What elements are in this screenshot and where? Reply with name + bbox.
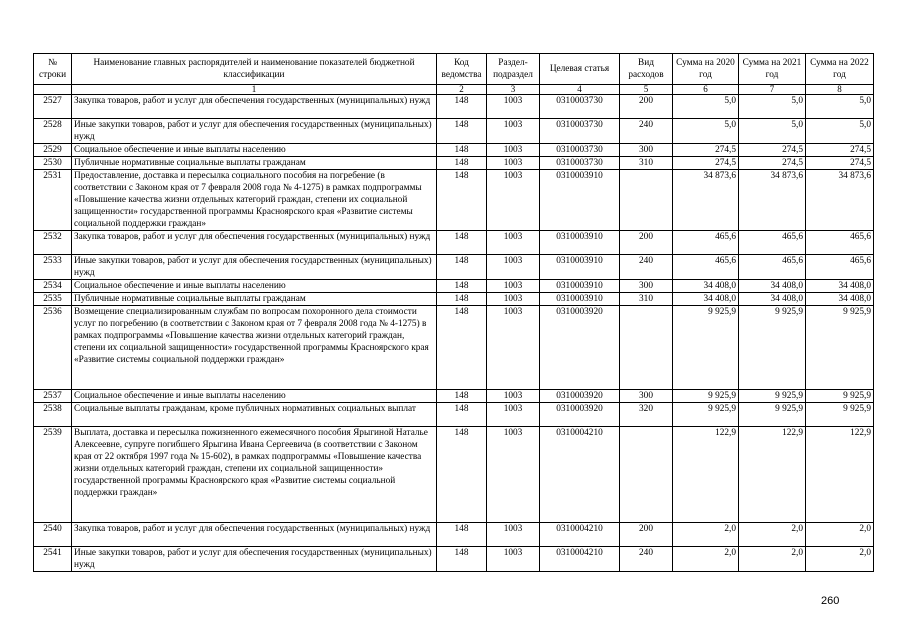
- table-row: [34, 427, 874, 523]
- row-sum-2021: 465,6: [739, 231, 806, 255]
- row-exp-type: 300: [620, 280, 673, 293]
- row-name: Иные закупки товаров, работ и услуг для обеспечения государственных (муниципальных) нужд: [72, 119, 437, 144]
- row-exp-type: [620, 427, 673, 523]
- row-sum-2021: 9 925,9: [739, 390, 806, 403]
- row-sum-2021: 5,0: [739, 119, 806, 144]
- row-name: Закупка товаров, работ и услуг для обеспечения государственных (муниципальных) нужд: [72, 95, 437, 119]
- table-row: [34, 403, 874, 427]
- index-cell: 3: [487, 85, 540, 95]
- row-sum-2020: 465,6: [673, 255, 739, 280]
- row-exp-type: 320: [620, 403, 673, 427]
- row-name: Социальное обеспечение и иные выплаты населению: [72, 144, 437, 157]
- row-sum-2020: 9 925,9: [673, 306, 739, 390]
- row-name: Закупка товаров, работ и услуг для обеспечения государственных (муниципальных) нужд: [72, 523, 437, 547]
- row-exp-type: [620, 170, 673, 231]
- row-dept: 148: [437, 280, 487, 293]
- row-target: 0310003920: [540, 306, 620, 390]
- index-cell: 5: [620, 85, 673, 95]
- row-sum-2022: 465,6: [806, 255, 874, 280]
- row-sum-2020: 274,5: [673, 157, 739, 170]
- row-dept: 148: [437, 255, 487, 280]
- row-sum-2022: 122,9: [806, 427, 874, 523]
- index-cell: 2: [437, 85, 487, 95]
- row-number: 2540: [34, 523, 72, 547]
- row-sum-2022: 9 925,9: [806, 403, 874, 427]
- row-sum-2021: 2,0: [739, 547, 806, 572]
- row-exp-type: 310: [620, 157, 673, 170]
- row-section: 1003: [487, 95, 540, 119]
- row-sum-2022: 5,0: [806, 95, 874, 119]
- table-row: [34, 170, 874, 231]
- row-target: 0310003920: [540, 390, 620, 403]
- row-target: 0310003910: [540, 293, 620, 306]
- row-target: 0310004210: [540, 547, 620, 572]
- header-row: [34, 54, 874, 85]
- column-index-row: [34, 85, 874, 95]
- budget-table: [33, 53, 874, 572]
- row-target: 0310003910: [540, 255, 620, 280]
- row-section: 1003: [487, 403, 540, 427]
- row-section: 1003: [487, 144, 540, 157]
- row-dept: 148: [437, 95, 487, 119]
- row-sum-2020: 2,0: [673, 523, 739, 547]
- table-row: [34, 255, 874, 280]
- row-sum-2021: 34 408,0: [739, 293, 806, 306]
- row-section: 1003: [487, 157, 540, 170]
- row-name: Социальное обеспечение и иные выплаты населению: [72, 390, 437, 403]
- row-sum-2020: 2,0: [673, 547, 739, 572]
- row-number: 2533: [34, 255, 72, 280]
- row-name: Иные закупки товаров, работ и услуг для обеспечения государственных (муниципальных) нужд: [72, 255, 437, 280]
- row-number: 2538: [34, 403, 72, 427]
- row-dept: 148: [437, 306, 487, 390]
- row-dept: 148: [437, 170, 487, 231]
- index-cell: 4: [540, 85, 620, 95]
- table-row: [34, 280, 874, 293]
- row-dept: 148: [437, 523, 487, 547]
- header-name: Наименование главных распорядителей и наименование показателей бюджетной классификации: [72, 54, 437, 85]
- row-sum-2021: 2,0: [739, 523, 806, 547]
- row-exp-type: 240: [620, 119, 673, 144]
- row-target: 0310003910: [540, 231, 620, 255]
- row-sum-2022: 34 408,0: [806, 293, 874, 306]
- row-sum-2022: 2,0: [806, 547, 874, 572]
- header-section: Раздел-подраздел: [487, 54, 540, 85]
- row-target: 0310003910: [540, 170, 620, 231]
- table-row: [34, 95, 874, 119]
- header-sum-2020: Сумма на 2020 год: [673, 54, 739, 85]
- header-dept: Код ведомства: [437, 54, 487, 85]
- row-name: Социальное обеспечение и иные выплаты населению: [72, 280, 437, 293]
- row-section: 1003: [487, 547, 540, 572]
- row-sum-2021: 274,5: [739, 157, 806, 170]
- row-sum-2022: 9 925,9: [806, 306, 874, 390]
- row-number: 2536: [34, 306, 72, 390]
- row-name: Публичные нормативные социальные выплаты гражданам: [72, 157, 437, 170]
- header-sum-2021: Сумма на 2021 год: [739, 54, 806, 85]
- page-number: 260: [821, 595, 840, 607]
- row-section: 1003: [487, 427, 540, 523]
- row-target: 0310003920: [540, 403, 620, 427]
- header-num: № строки: [34, 54, 72, 85]
- row-sum-2020: 9 925,9: [673, 390, 739, 403]
- row-number: 2530: [34, 157, 72, 170]
- row-section: 1003: [487, 523, 540, 547]
- row-exp-type: 300: [620, 390, 673, 403]
- index-cell: 1: [72, 85, 437, 95]
- row-dept: 148: [437, 427, 487, 523]
- row-dept: 148: [437, 231, 487, 255]
- row-exp-type: 200: [620, 231, 673, 255]
- row-sum-2022: 465,6: [806, 231, 874, 255]
- table-row: [34, 306, 874, 390]
- header-sum-2022: Сумма на 2022 год: [806, 54, 874, 85]
- table-row: [34, 547, 874, 572]
- index-cell: [34, 85, 72, 95]
- row-name: Социальные выплаты гражданам, кроме публичных нормативных социальных выплат: [72, 403, 437, 427]
- row-sum-2022: 9 925,9: [806, 390, 874, 403]
- table-row: [34, 293, 874, 306]
- row-target: 0310004210: [540, 523, 620, 547]
- row-number: 2537: [34, 390, 72, 403]
- row-sum-2020: 5,0: [673, 119, 739, 144]
- row-exp-type: 300: [620, 144, 673, 157]
- row-section: 1003: [487, 255, 540, 280]
- row-dept: 148: [437, 547, 487, 572]
- row-name: Предоставление, доставка и пересылка социального пособия на погребение (в соответствии с Законом края от 7 февраля 2008 года № 4-1275) в рамках подпрограммы «Повышение качества жизни отдельных категорий граждан, степени их социальной защищенности» государственной программы Красноярского края «Развитие системы социальной поддержки граждан»: [72, 170, 437, 231]
- row-name: Возмещение специализированным службам по вопросам похоронного дела стоимости услуг по погребению (в соответствии с Законом края от 7 февраля 2008 года № 4-1275) в рамках подпрограммы «Повышение качества жизни отдельных категорий граждан, степени их социальной защищенности» государственной программы Красноярского края «Развитие системы социальной поддержки граждан»: [72, 306, 437, 390]
- row-section: 1003: [487, 119, 540, 144]
- row-section: 1003: [487, 280, 540, 293]
- row-sum-2022: 274,5: [806, 157, 874, 170]
- row-number: 2534: [34, 280, 72, 293]
- row-number: 2527: [34, 95, 72, 119]
- row-dept: 148: [437, 293, 487, 306]
- row-exp-type: 200: [620, 95, 673, 119]
- row-sum-2020: 9 925,9: [673, 403, 739, 427]
- row-section: 1003: [487, 293, 540, 306]
- table-row: [34, 390, 874, 403]
- row-sum-2020: 5,0: [673, 95, 739, 119]
- row-sum-2020: 122,9: [673, 427, 739, 523]
- row-number: 2532: [34, 231, 72, 255]
- row-sum-2021: 274,5: [739, 144, 806, 157]
- row-name: Закупка товаров, работ и услуг для обеспечения государственных (муниципальных) нужд: [72, 231, 437, 255]
- row-sum-2021: 9 925,9: [739, 306, 806, 390]
- table-row: [34, 157, 874, 170]
- row-exp-type: 200: [620, 523, 673, 547]
- row-dept: 148: [437, 390, 487, 403]
- row-dept: 148: [437, 403, 487, 427]
- row-sum-2021: 122,9: [739, 427, 806, 523]
- index-cell: 8: [806, 85, 874, 95]
- row-sum-2020: 274,5: [673, 144, 739, 157]
- header-target: Целевая статья: [540, 54, 620, 85]
- row-section: 1003: [487, 231, 540, 255]
- row-name: Выплата, доставка и пересылка пожизненного ежемесячного пособия Ярыгиной Наталье Алексеевне, супруге погибшего Ярыгина Ивана Сергеевича (в соответствии с Законом края от 22 октября 1997 года № 15-602), в рамках подпрограммы «Повышение качества жизни отдельных категорий граждан, степени их социальной защищенности» государственной программы Красноярского края «Развитие системы социальной поддержки граждан»: [72, 427, 437, 523]
- index-cell: 7: [739, 85, 806, 95]
- row-number: 2541: [34, 547, 72, 572]
- row-sum-2022: 34 408,0: [806, 280, 874, 293]
- row-target: 0310003730: [540, 157, 620, 170]
- row-dept: 148: [437, 144, 487, 157]
- row-sum-2022: 2,0: [806, 523, 874, 547]
- row-number: 2528: [34, 119, 72, 144]
- row-section: 1003: [487, 170, 540, 231]
- row-target: 0310003910: [540, 280, 620, 293]
- row-sum-2022: 274,5: [806, 144, 874, 157]
- table-row: [34, 523, 874, 547]
- row-sum-2020: 465,6: [673, 231, 739, 255]
- row-sum-2022: 34 873,6: [806, 170, 874, 231]
- row-sum-2022: 5,0: [806, 119, 874, 144]
- table-row: [34, 119, 874, 144]
- table-row: [34, 144, 874, 157]
- row-exp-type: 240: [620, 547, 673, 572]
- row-number: 2531: [34, 170, 72, 231]
- row-target: 0310004210: [540, 427, 620, 523]
- row-sum-2020: 34 873,6: [673, 170, 739, 231]
- index-cell: 6: [673, 85, 739, 95]
- row-exp-type: 240: [620, 255, 673, 280]
- row-number: 2529: [34, 144, 72, 157]
- row-dept: 148: [437, 157, 487, 170]
- row-target: 0310003730: [540, 95, 620, 119]
- row-sum-2021: 5,0: [739, 95, 806, 119]
- row-section: 1003: [487, 306, 540, 390]
- row-exp-type: 310: [620, 293, 673, 306]
- row-sum-2021: 34 873,6: [739, 170, 806, 231]
- row-dept: 148: [437, 119, 487, 144]
- row-target: 0310003730: [540, 144, 620, 157]
- row-section: 1003: [487, 390, 540, 403]
- row-exp-type: [620, 306, 673, 390]
- row-sum-2021: 9 925,9: [739, 403, 806, 427]
- row-name: Публичные нормативные социальные выплаты гражданам: [72, 293, 437, 306]
- row-sum-2020: 34 408,0: [673, 293, 739, 306]
- row-number: 2539: [34, 427, 72, 523]
- row-number: 2535: [34, 293, 72, 306]
- row-sum-2020: 34 408,0: [673, 280, 739, 293]
- header-exp-type: Вид расходов: [620, 54, 673, 85]
- row-sum-2021: 465,6: [739, 255, 806, 280]
- table-row: [34, 231, 874, 255]
- row-sum-2021: 34 408,0: [739, 280, 806, 293]
- row-name: Иные закупки товаров, работ и услуг для обеспечения государственных (муниципальных) нужд: [72, 547, 437, 572]
- row-target: 0310003730: [540, 119, 620, 144]
